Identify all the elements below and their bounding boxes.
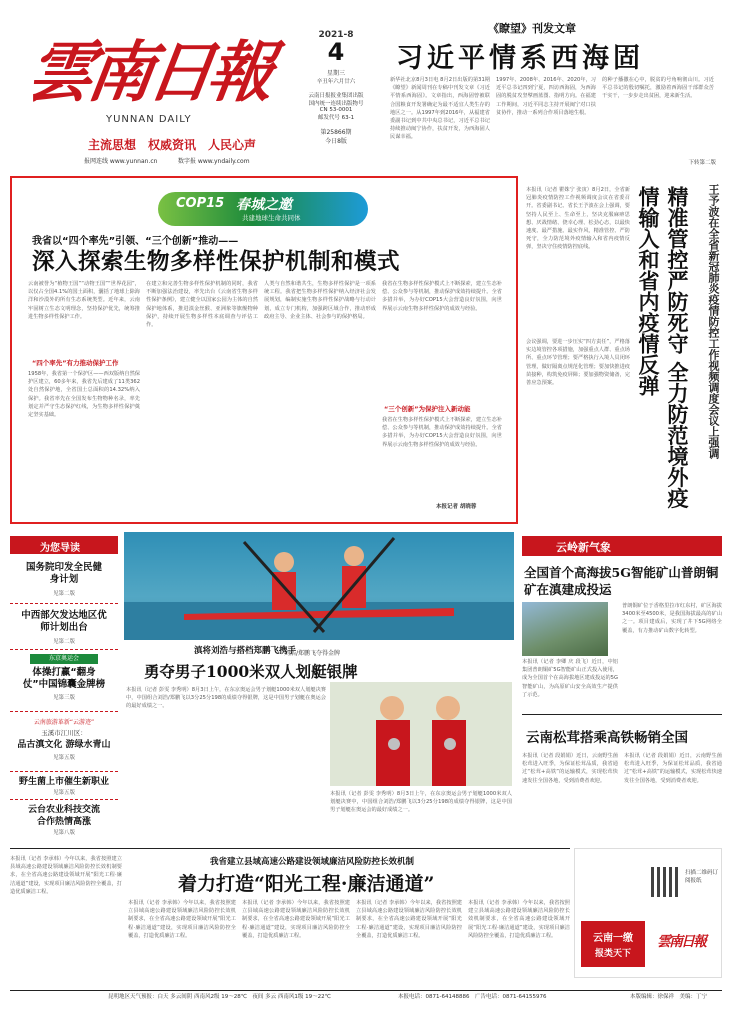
section-label-bar [522, 536, 722, 556]
index-item-tag: 云南旅游革新“云游迹” [33, 719, 95, 726]
issue-number: 第25866期 [320, 129, 352, 136]
web-link[interactable]: 报网连线 www.yunnan.cn [84, 158, 158, 165]
bottom-headline: 着力打造“阳光工程·廉洁通道” [178, 873, 435, 895]
mine-photo [522, 602, 608, 656]
ad-red-block [581, 921, 645, 967]
index-item-page: 见第二版 [52, 639, 75, 645]
footer-editors: 本版编辑：徐保祥 美编：丁宁 [630, 994, 708, 1000]
photo-body2: 本报讯（记者 彭雯 李秀明）8月3日上午，在东京奥运会男子划艇1000米双人划艇决赛中，中国组合刘浩/郑鹏飞以3分25分198的成绩夺得银牌，这是中国男子划艇在奥运会的最好成绩之一。 [330, 791, 512, 814]
code1: 国内统一连续出版物号 [308, 101, 364, 107]
code2: CN 53-0001 [319, 107, 353, 113]
photo-subhead: 滇将刘浩与搭档郑鹏飞携手 [194, 646, 297, 656]
index-item[interactable] [10, 558, 118, 604]
feature-col4-b: 我省在生物多样性保护模式上不断探索，建立生态补偿、公众参与等机制，推动保护成效持续提升。全省多措并举，为办好COP15大会营造良好氛围，向世界展示云南生物多样性保护的成效与经验。 [382, 417, 502, 448]
cop15-banner [158, 192, 368, 226]
index-item-title: 体操打赢“翻身仗”中国锦囊金牌榜 [22, 667, 106, 690]
index-item-sub: 玉溪市江川区： [41, 729, 87, 737]
index-item[interactable] [10, 606, 118, 650]
feature-col4-a: 我省在生物多样性保护模式上不断探索，建立生态补偿、公众参与等机制，推动保护成效持续提升。全省多措并举，为办好COP15大会营造良好氛围，向世界展示云南生物多样性保护的成效与经验。 [382, 281, 502, 312]
kayak-athletes-illustration [124, 532, 514, 640]
top-body-col1: 新华社北京8月3日电 8月2日出版的第31期《瞭望》新闻周刊在专稿中刊发文章《习近平情系西海固》。文章指出，西海固曾被联合国粮食开发署确定为最不适宜人类生存的地区之一。从1997年到2016年，从福建省委副书记到中共中央总书记，习近平总书记持续推动闽宁协作，扶贫开发，为西海固人民谋幸福。 [390, 77, 490, 141]
feature-subhead: 我省以“四个率先”引领、“三个创新”推动—— [32, 236, 239, 247]
top-continue[interactable]: 下转第二版 [688, 160, 716, 166]
index-item[interactable] [10, 652, 118, 712]
photo-body: 本报讯（记者 彭雯 李秀明）8月3日上午，在东京奥运会男子划艇1000米双人划艇决赛中，中国组合刘浩/郑鹏飞以3分25分198的成绩夺得银牌，这是中国男子划艇在奥运会的最好成绩之一。 [126, 687, 326, 710]
right-story [526, 176, 722, 512]
masthead-title: 雲南日報 [22, 33, 274, 111]
matsutake-body: 本报讯（记者 段娟娟）近日，云南野生菌松茸进入旺季，为保证松茸品质，我省通过“松茸+高铁”的运输模式，实现松茸快速发往全国各地，受到消费者欢迎。 [522, 753, 618, 784]
matsutake-headline: 云南松茸搭乘高铁畅销全国 [526, 730, 688, 746]
index-item-page: 见第三版 [52, 695, 75, 701]
footer-weather: 昆明地区天气预报：白天 多云间阴 西南风2级 19～28℃ 夜间 多云 西南风1级 19～22℃ [108, 994, 331, 1000]
issue-info [290, 30, 382, 180]
section-matsutake [522, 714, 722, 842]
index-item-page: 见第五版 [52, 755, 75, 761]
index-item[interactable] [10, 714, 118, 772]
ad-title: 云南一缴 [593, 933, 633, 944]
bottom-body-col3: 本报讯（记者 李承韩）今年以来，我省按照建立县域高速公路建设领域廉洁风险防控长效机制要求，在全省高速公路建设领域开展“阳光工程·廉洁通道”建设，实现项目廉洁风险防控全覆盖，打造优质廉洁工程。 [242, 900, 350, 939]
feature-col3: 人类与自然和谐共生，生物多样性保护是一项系统工程。我省把生物多样性保护纳入经济社会发展规划，编制实施生物多样性保护战略与行动计划，成立专门机构，加强跨区域合作，推动形成政府主导、企业主体、社会参与的保护格局。 [264, 281, 376, 320]
index-item-title: 品古滇文化 游绿水青山 [17, 740, 111, 750]
section-label: 云岭新气象 [556, 541, 611, 554]
index-item-title: 中西部欠发达地区优师计划出台 [21, 610, 107, 633]
right-headline: 精准管控严防死守 全力防范境外疫情输入和省内疫情反弹 [636, 186, 690, 509]
podium-illustration [330, 682, 512, 786]
top-kicker: 《瞭望》刊发文章 [488, 22, 576, 35]
top-body-col2: 1997年、2008年、2016年、2020年，习近平总书记四到宁夏，四访西海固，为西海固的脱贫攻坚擘画蓝图、指明方向。在福建工作期间，习近平同志主持开展闽宁对口扶贫协作，推动一系列合作项目落地生根。 [496, 77, 596, 116]
section-divider [522, 714, 722, 715]
kayak-photo [124, 532, 514, 640]
right-subhead: 王予波在全省新冠肺炎疫情防控工作视频调度会议上强调 [707, 184, 720, 459]
footer-contacts: 本报电话：0871-64148886 广告电话：0871-64155976 [398, 994, 547, 1000]
ad-sub: 报类天下 [594, 949, 631, 959]
feature-col1-b: 1958年，我省第一个保护区——西双版纳自然保护区建立，60多年来，我省先后建成了11类362处自然保护地，全省国土总面积的14.32%纳入保护。我省率先在全国发布生物物种名录，率先划定并严守生态保护红线，为生物多样性保护奠定坚实基础。 [28, 371, 140, 419]
index-item-title: 国务院印发全民健身计划 [25, 562, 102, 585]
qr-code-icon[interactable] [651, 867, 681, 897]
index-item-tag: 东京奥运会 [30, 654, 98, 664]
feature-sec2: “三个创新”为保护注入新动能 [384, 405, 471, 413]
feature-box [10, 176, 518, 524]
lunar-date: 辛丑年六月廿六 [316, 79, 356, 85]
index-sidebar [10, 536, 118, 842]
cop15-sub: 春城之邀 [236, 197, 292, 213]
index-item-page: 见第八版 [52, 830, 75, 836]
feature-byline: 本报记者 胡晓蓉 [436, 504, 477, 510]
right-body: 本报讯（记者 瞿姝宁 张寅）8月2日，全省新冠肺炎疫情防控工作视频调度会议在省委召开。省委副书记、省长王予波在会上强调，要坚持人民至上、生命至上，坚决克服麻痹思想、厌战情绪、侥幸心理、松劲心态，以最快速度、最严措施、最实作风，精准管控、严防死守，全力防范境外疫情输入和省内疫情反弹，坚决守住疫情防控底线。 [526, 187, 630, 251]
feature-col1-a: 云南被誉为“植物王国”“动物王国”“世界花园”，以仅占全国4.1%的国土面积，囊括了地球上除海洋和沙漠外的所有生态系统类型。近年来，云南牢固树立生态文明理念，坚持保护优先，统筹推进生物多样性保护工作。 [28, 281, 140, 320]
index-item-title: 野生菌上市催生新职业 [18, 777, 109, 787]
index-item-page: 见第五版 [52, 790, 75, 796]
right-body2: 会议强调，要进一步压实“四方责任”，严格落实边境管控各项措施，加强重点人群、重点场所、重点环节管理；要严格执行入境人员闭环管理，做好隔离点规范化管理；要加快推进疫苗接种，构筑免疫屏障；要加强物资储备，完善应急预案。 [526, 339, 630, 387]
index-item[interactable] [10, 802, 118, 842]
top-story [390, 20, 716, 170]
index-item[interactable] [10, 774, 118, 800]
top-body-col3: 的种子播撒在心中，脱贫的号角响彻山川。习近平总书记的殷切嘱托，激励着西海固干部群众苦干实干，一步步走出贫困，迎来新生活。 [602, 77, 714, 100]
masthead-slogan: 主流思想 权威资讯 人民心声 [88, 138, 257, 152]
index-title-bar [10, 536, 118, 554]
index-item-title: 云台农业科技交流合作热情高涨 [27, 805, 100, 827]
photo-story [124, 532, 514, 842]
bottom-body-col4: 本报讯（记者 李承韩）今年以来，我省按照建立县域高速公路建设领域廉洁风险防控长效机制要求，在全省高速公路建设领域开展“阳光工程·廉洁通道”建设，实现项目廉洁风险防控全覆盖，打造优质廉洁工程。 [356, 900, 462, 939]
ad-qr-text: 扫描二维码订阅报纸 [685, 870, 719, 884]
photo-caption: 刘浩/郑鹏飞夺得金牌 [284, 650, 341, 657]
cop15-logo: COP15 [176, 196, 225, 211]
masthead [18, 20, 298, 172]
medalists-illustration [330, 682, 512, 786]
ad-logo: 雲南日報 [657, 934, 705, 950]
bottom-body-col2: 本报讯（记者 李承韩）今年以来，我省按照建立县域高速公路建设领域廉洁风险防控长效机制要求，在全省高速公路建设领域开展“阳光工程·廉洁通道”建设，实现项目廉洁风险防控全覆盖，打造优质廉洁工程。 [128, 900, 236, 939]
matsutake-body2: 本报讯（记者 段娟娟）近日，云南野生菌松茸进入旺季，为保证松茸品质，我省通过“松茸+高铁”的运输模式，实现松茸快速发往全国各地，受到消费者欢迎。 [624, 753, 722, 784]
bottom-body-col5: 本报讯（记者 李承韩）今年以来，我省按照建立县域高速公路建设领域廉洁风险防控长效机制要求，在全省高速公路建设领域开展“阳光工程·廉洁通道”建设，实现项目廉洁风险防控全覆盖，打造优质廉洁工程。 [468, 900, 570, 939]
bottom-body-col1: 本报讯（记者 李承韩）今年以来，我省按照建立县域高速公路建设领域廉洁风险防控长效机制要求，在全省高速公路建设领域开展“阳光工程·廉洁通道”建设，实现项目廉洁风险防控全覆盖，打造优质廉洁工程。 [10, 856, 122, 895]
bottom-story [10, 848, 570, 978]
issue-date: 2021-8 [318, 30, 354, 40]
weekday: 星期三 [326, 70, 345, 77]
feature-col2: 在建立和完善生物多样性保护机制的同时，我省不断加强法治建设，率先出台《云南省生物多样性保护条例》，建立健全以国家公园为主体的自然保护地体系，推进滇金丝猴、亚洲象等旗舰物种保护，持续开展生物多样性本底调查与评估工作。 [146, 281, 258, 329]
subscribe-ad[interactable] [574, 848, 722, 978]
masthead-en: YUNNAN DAILY [106, 114, 192, 125]
5g-body2: 普朗铜矿位于香格里拉市红东村，矿区海拔3400米至4500米，是我国海拔最高的矿山之一。项目建成后，实现了井下5G网络全覆盖，有力推动矿山数字化转型。 [622, 603, 722, 634]
footer [10, 990, 722, 1004]
index-item-page: 见第二版 [52, 591, 75, 597]
digital-link[interactable]: 数字报 www.yndaily.com [178, 158, 250, 165]
publisher: 云南日报报业集团出版 [308, 93, 364, 99]
top-headline: 习近平情系西海固 [396, 43, 644, 74]
section-5g [522, 536, 722, 712]
feature-sec1: “四个率先”有力推动保护工作 [32, 359, 119, 367]
index-title: 为您导读 [40, 543, 80, 554]
issue-day: 4 [327, 38, 345, 66]
code3: 邮发代号 63-1 [317, 115, 355, 121]
photo-headline: 勇夺男子1000米双人划艇银牌 [144, 662, 358, 681]
feature-headline: 深入探索生物多样性保护机制和模式 [32, 249, 401, 275]
bottom-subhead: 我省建立县域高速公路建设领域廉洁风险防控长效机制 [210, 857, 415, 867]
5g-body: 本报讯（记者 李卿 庆 段飞）近日，中铝集团普朗铜矿5G智能矿山正式投入使用，成为全国首个在高海拔地区建成投运的5G智能矿山，为高原矿山安全高效生产提供了示范。 [522, 659, 618, 698]
page-count: 今日8版 [325, 138, 347, 145]
cop15-sub2: 共建地球生命共同体 [242, 214, 301, 222]
5g-headline: 全国首个高海拔5G智能矿山普朗铜矿在滇建成投运 [524, 565, 719, 597]
